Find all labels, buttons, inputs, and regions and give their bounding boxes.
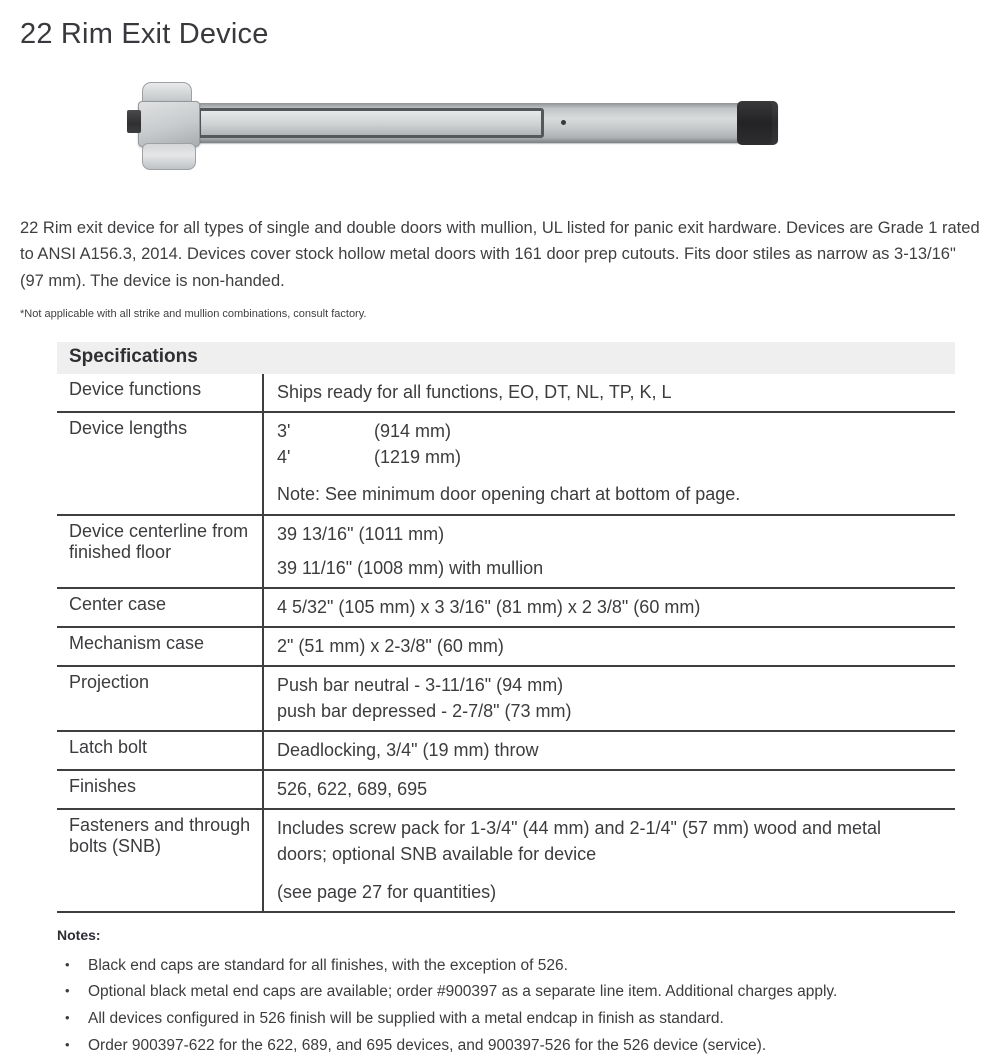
product-image	[112, 77, 792, 189]
notes-section	[57, 927, 957, 1059]
spec-value-line: 2" (51 mm) x 2-3/8" (60 mm)	[277, 635, 504, 656]
note-item: • Optional black metal end caps are available; order #900397 as a separate line item. Additional charges apply.	[57, 979, 957, 1006]
spec-value	[262, 667, 955, 730]
spec-value-line: Ships ready for all functions, EO, DT, NL, TP, K, L	[277, 382, 672, 403]
spec-value-line: 526, 622, 689, 695	[277, 779, 428, 800]
length-metric: (914 mm)	[374, 421, 452, 442]
spec-label: Mechanism case	[69, 632, 205, 653]
length-option	[277, 444, 947, 470]
spec-value	[262, 516, 955, 587]
specifications-table	[57, 342, 955, 913]
spec-row-mechanism-case	[57, 628, 955, 667]
spec-label: Device lengths	[69, 418, 188, 439]
note-item: • Order 900397-622 for the 622, 689, and 695 devices, and 900397-526 for the 526 device (service).	[57, 1033, 957, 1059]
push-pad-rail	[198, 108, 544, 138]
spec-row-center-case	[57, 589, 955, 628]
note-item: • Black end caps are standard for all finishes, with the exception of 526.	[57, 953, 957, 980]
spec-value	[262, 810, 955, 910]
spec-value-line: 39 13/16" (1011 mm)	[277, 523, 445, 544]
length-option	[277, 418, 947, 444]
spec-label: Fasteners and through bolts (SNB)	[69, 815, 251, 857]
dogging-button	[127, 110, 141, 133]
spec-row-device-functions	[57, 374, 955, 413]
spec-label: Device functions	[69, 379, 202, 400]
spec-value	[262, 374, 955, 411]
length-size: 4'	[277, 447, 291, 468]
spec-value	[262, 628, 955, 665]
length-size: 3'	[277, 421, 291, 442]
spec-row-latch-bolt	[57, 732, 955, 771]
center-case-body	[138, 101, 200, 147]
spec-row-device-lengths	[57, 413, 955, 515]
specifications-heading: Specifications	[57, 342, 955, 374]
center-case-bottom-cap	[142, 143, 196, 170]
spec-value-line: 39 11/16" (1008 mm) with mullion	[277, 557, 544, 578]
spec-value	[262, 413, 955, 513]
product-description: 22 Rim exit device for all types of single and double doors with mullion, UL listed for panic exit hardware. Devices are Grade 1 rated to ANSI A156.3, 2014. Devices cover stock hollow metal doors with 161 door prep cutouts. Fits door stiles as narrow as 3-13/16" (97 mm). The device is non-handed.	[20, 219, 980, 290]
spec-value-line: Includes screw pack for 1-3/4" (44 mm) and 2-1/4" (57 mm) wood and metal doors; optional SNB available for device	[277, 818, 882, 865]
spec-value	[262, 732, 955, 769]
notes-list	[57, 953, 957, 1059]
spec-row-projection	[57, 667, 955, 732]
spec-value	[262, 589, 955, 626]
spec-value-line: Deadlocking, 3/4" (19 mm) throw	[277, 740, 539, 761]
note-item: • All devices configured in 526 finish will be supplied with a metal endcap in finish as standard.	[57, 1006, 957, 1033]
fasteners-note: (see page 27 for quantities)	[277, 881, 497, 902]
spec-row-finishes	[57, 771, 955, 810]
page-title: 22 Rim Exit Device	[20, 18, 269, 50]
spec-label: Latch bolt	[69, 737, 148, 758]
spec-label: Center case	[69, 593, 167, 614]
spec-row-device-centerline	[57, 516, 955, 589]
length-note: Note: See minimum door opening chart at bottom of page.	[277, 484, 741, 505]
spec-label: Projection	[69, 672, 150, 693]
spec-value	[262, 771, 955, 808]
spec-value-line: 4 5/32" (105 mm) x 3 3/16" (81 mm) x 2 3/8" (60 mm)	[277, 596, 701, 617]
length-metric: (1219 mm)	[374, 447, 462, 468]
spec-value-line: push bar depressed - 2-7/8" (73 mm)	[277, 701, 572, 722]
black-end-cap	[737, 101, 778, 145]
spec-label: Device centerline from finished floor	[69, 520, 249, 562]
bar-screw-dot	[561, 120, 566, 125]
notes-heading: Notes:	[57, 926, 101, 943]
spec-value-line: Push bar neutral - 3-11/16" (94 mm)	[277, 675, 564, 696]
spec-label: Finishes	[69, 776, 137, 797]
spec-row-fasteners	[57, 810, 955, 912]
footnote: *Not applicable with all strike and mullion combinations, consult factory.	[20, 308, 367, 321]
